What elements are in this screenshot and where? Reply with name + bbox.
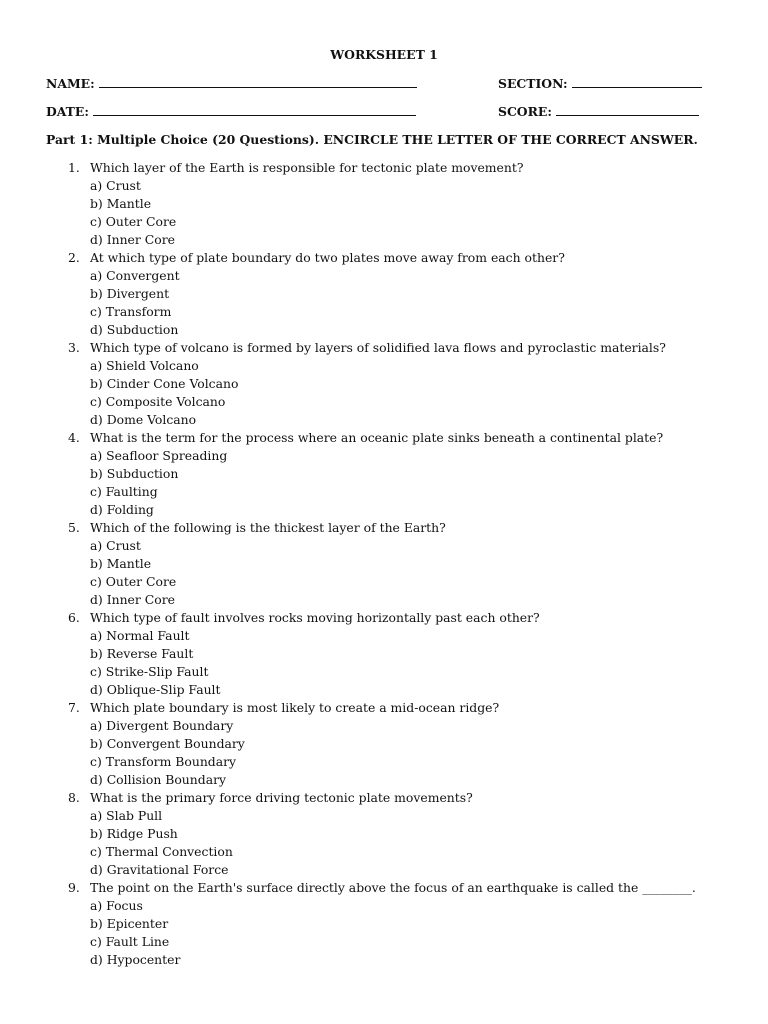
answer-option[interactable]: c) Strike-Slip Fault — [90, 664, 209, 679]
date-score-row — [46, 103, 690, 121]
question-number: 2. — [68, 250, 80, 265]
answer-option[interactable]: c) Thermal Convection — [90, 844, 233, 859]
answer-option[interactable]: b) Ridge Push — [90, 826, 178, 841]
question-item — [60, 789, 696, 879]
option-list — [90, 267, 696, 339]
section-field[interactable] — [498, 75, 702, 93]
option-list — [90, 627, 696, 699]
question-item — [60, 519, 696, 609]
answer-option[interactable]: b) Divergent — [90, 286, 170, 301]
answer-option[interactable]: c) Outer Core — [90, 574, 177, 589]
question-text: The point on the Earth's surface directly above the focus of an earthquake is called the ________. — [90, 880, 696, 895]
answer-option[interactable]: b) Subduction — [90, 466, 179, 481]
option-list — [90, 177, 696, 249]
answer-option[interactable]: a) Seafloor Spreading — [90, 448, 228, 463]
answer-option[interactable]: b) Reverse Fault — [90, 646, 194, 661]
question-text: Which type of volcano is formed by layers of solidified lava flows and pyroclastic materials? — [90, 340, 666, 355]
question-item — [60, 429, 696, 519]
answer-option[interactable]: c) Outer Core — [90, 214, 177, 229]
score-field[interactable] — [498, 103, 699, 121]
answer-option[interactable]: a) Crust — [90, 178, 141, 193]
question-item — [60, 609, 696, 699]
answer-option[interactable]: a) Normal Fault — [90, 628, 190, 643]
question-text: Which plate boundary is most likely to create a mid-ocean ridge? — [90, 700, 500, 715]
question-number: 6. — [68, 610, 80, 625]
question-number: 1. — [68, 160, 80, 175]
name-section-row — [46, 75, 690, 93]
section-blank[interactable] — [572, 75, 702, 88]
answer-option[interactable]: a) Crust — [90, 538, 141, 553]
question-item — [60, 159, 696, 249]
answer-option[interactable]: a) Focus — [90, 898, 143, 913]
answer-option[interactable]: d) Inner Core — [90, 232, 175, 247]
option-list — [90, 717, 696, 789]
answer-option[interactable]: d) Dome Volcano — [90, 412, 197, 427]
score-label: SCORE: — [498, 104, 552, 119]
question-number: 5. — [68, 520, 80, 535]
answer-option[interactable]: a) Convergent — [90, 268, 180, 283]
part-heading: Part 1: Multiple Choice (20 Questions). ENCIRCLE THE LETTER OF THE CORRECT ANSWER. — [46, 132, 698, 147]
question-text: What is the term for the process where an oceanic plate sinks beneath a continental plate? — [90, 430, 664, 445]
option-list — [90, 537, 696, 609]
date-label: DATE: — [46, 104, 89, 119]
answer-option[interactable]: b) Mantle — [90, 556, 152, 571]
question-item — [60, 879, 696, 969]
option-list — [90, 897, 696, 969]
answer-option[interactable]: a) Divergent Boundary — [90, 718, 234, 733]
question-number: 8. — [68, 790, 80, 805]
question-item — [60, 249, 696, 339]
answer-option[interactable]: b) Mantle — [90, 196, 152, 211]
question-item — [60, 339, 696, 429]
question-text: What is the primary force driving tectonic plate movements? — [90, 790, 473, 805]
answer-option[interactable]: d) Gravitational Force — [90, 862, 229, 877]
question-number: 4. — [68, 430, 80, 445]
answer-option[interactable]: c) Fault Line — [90, 934, 170, 949]
question-text: Which of the following is the thickest layer of the Earth? — [90, 520, 446, 535]
option-list — [90, 357, 696, 429]
answer-option[interactable]: d) Oblique-Slip Fault — [90, 682, 221, 697]
section-label: SECTION: — [498, 76, 568, 91]
question-number: 7. — [68, 700, 80, 715]
answer-option[interactable]: d) Inner Core — [90, 592, 175, 607]
name-label: NAME: — [46, 76, 95, 91]
answer-option[interactable]: b) Cinder Cone Volcano — [90, 376, 239, 391]
question-text: Which layer of the Earth is responsible for tectonic plate movement? — [90, 160, 524, 175]
name-field[interactable] — [46, 75, 417, 93]
answer-option[interactable]: b) Epicenter — [90, 916, 169, 931]
answer-option[interactable]: a) Shield Volcano — [90, 358, 199, 373]
name-blank[interactable] — [99, 75, 417, 88]
option-list — [90, 447, 696, 519]
question-item — [60, 699, 696, 789]
answer-option[interactable]: d) Hypocenter — [90, 952, 181, 967]
answer-option[interactable]: a) Slab Pull — [90, 808, 163, 823]
question-text: At which type of plate boundary do two plates move away from each other? — [90, 250, 565, 265]
answer-option[interactable]: c) Transform Boundary — [90, 754, 237, 769]
answer-option[interactable]: b) Convergent Boundary — [90, 736, 245, 751]
date-field[interactable] — [46, 103, 416, 121]
question-number: 9. — [68, 880, 80, 895]
answer-option[interactable]: c) Faulting — [90, 484, 158, 499]
question-list — [60, 159, 696, 969]
question-text: Which type of fault involves rocks moving horizontally past each other? — [90, 610, 540, 625]
date-blank[interactable] — [93, 103, 416, 116]
question-number: 3. — [68, 340, 80, 355]
answer-option[interactable]: d) Collision Boundary — [90, 772, 227, 787]
worksheet-title: WORKSHEET 1 — [330, 47, 438, 62]
answer-option[interactable]: d) Subduction — [90, 322, 179, 337]
answer-option[interactable]: c) Composite Volcano — [90, 394, 226, 409]
score-blank[interactable] — [556, 103, 699, 116]
option-list — [90, 807, 696, 879]
answer-option[interactable]: d) Folding — [90, 502, 154, 517]
answer-option[interactable]: c) Transform — [90, 304, 172, 319]
